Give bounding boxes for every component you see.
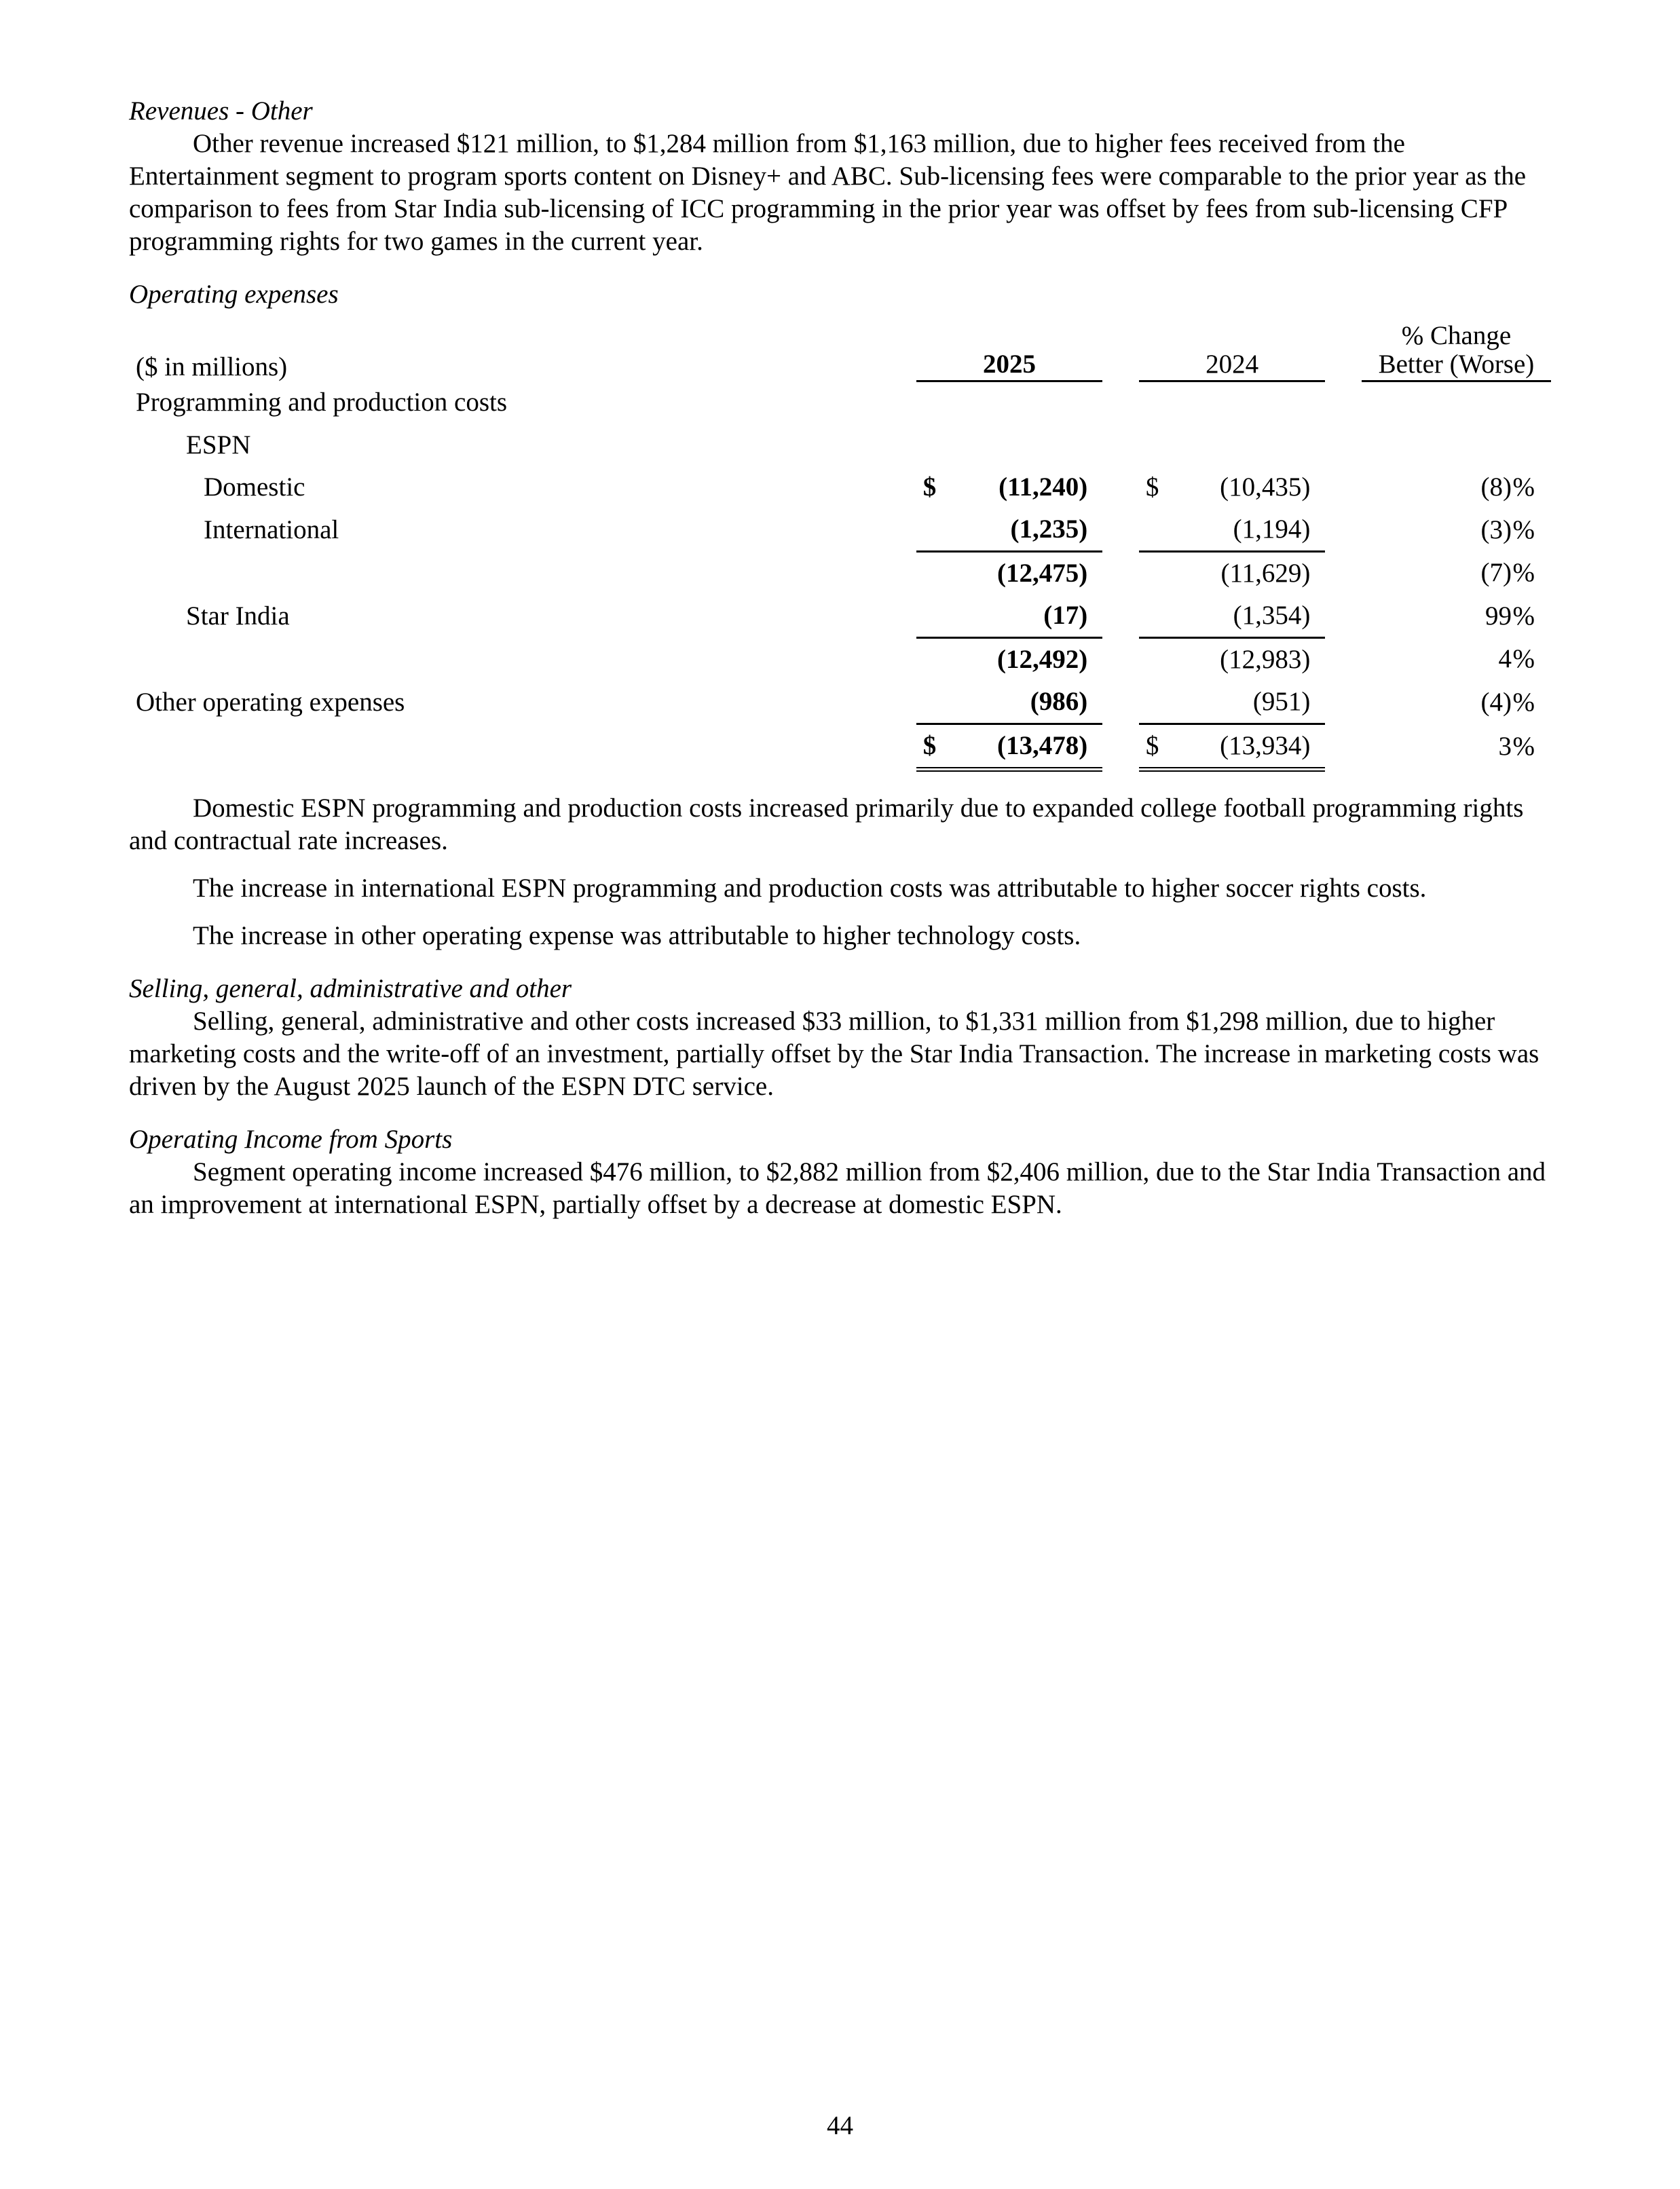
table-row — [129, 381, 1551, 425]
value-2025: (11,240) — [998, 472, 1088, 502]
value-2025: (12,492) — [997, 645, 1088, 674]
value-2024: (11,629) — [1220, 559, 1311, 588]
pct-change: (4) — [1480, 687, 1512, 717]
paragraph-sga: Selling, general, administrative and other costs increased $33 million, to $1,331 million from $1,298 million, due to higher marketing costs and the write-off of an investment, partially offset by the Star India Transaction. The increase in marketing costs was driven by the August 2025 launch of the ESPN DTC service. — [129, 1007, 1539, 1101]
table-row — [129, 681, 1551, 724]
pct-symbol: % — [1512, 687, 1535, 717]
value-2024: (1,194) — [1233, 514, 1311, 544]
table-row — [129, 552, 1551, 595]
table-row — [129, 595, 1551, 638]
table-row-total — [129, 724, 1551, 770]
value-2025: (986) — [1030, 687, 1088, 716]
col-header-pct-change-line1: % Change — [1401, 321, 1512, 350]
row-label: ESPN — [186, 430, 251, 460]
section-heading-revenues-other: Revenues - Other — [129, 96, 313, 126]
value-2024: (951) — [1252, 687, 1311, 716]
pct-change: (8) — [1480, 472, 1512, 502]
value-2025: (1,235) — [1010, 514, 1088, 544]
col-header-2025: 2025 — [916, 320, 1103, 381]
col-header-pct-change — [1362, 320, 1551, 381]
value-2024: (13,934) — [1220, 731, 1311, 760]
document-page — [129, 95, 1551, 1221]
section-heading-operating-expenses: Operating expenses — [129, 280, 339, 309]
currency-symbol: $ — [1145, 472, 1159, 502]
row-label: Programming and production costs — [136, 388, 508, 417]
paragraph-other-operating: The increase in other operating expense was attributable to higher technology costs. — [193, 921, 1081, 950]
pct-symbol: % — [1512, 472, 1535, 502]
page-number: 44 — [827, 2111, 853, 2140]
row-label: Domestic — [204, 472, 305, 502]
currency-symbol: $ — [922, 472, 937, 502]
col-header-2024: 2024 — [1139, 320, 1326, 381]
col-header-label: ($ in millions) — [136, 352, 288, 381]
row-label — [129, 638, 915, 681]
pct-symbol: % — [1512, 644, 1535, 674]
row-label: Star India — [186, 601, 290, 631]
pct-change: 4 — [1498, 644, 1512, 674]
pct-change: 99 — [1485, 601, 1512, 631]
col-header-pct-change-line2: Better (Worse) — [1378, 350, 1535, 379]
table-row — [129, 466, 1551, 508]
table-header-row — [129, 320, 1551, 381]
value-2025: (13,478) — [997, 731, 1088, 760]
paragraph-domestic-espn: Domestic ESPN programming and production costs increased primarily due to expanded college football programming rights and contractual rate increases. — [129, 793, 1524, 855]
pct-symbol: % — [1512, 558, 1535, 588]
section-heading-sga: Selling, general, administrative and other — [129, 974, 572, 1003]
table-row — [129, 508, 1551, 552]
value-2025: (17) — [1043, 601, 1088, 630]
operating-expenses-table — [129, 320, 1551, 772]
value-2025: (12,475) — [997, 559, 1088, 588]
pct-change: 3 — [1498, 732, 1512, 761]
row-label — [129, 552, 915, 595]
currency-symbol: $ — [922, 731, 937, 760]
value-2024: (12,983) — [1220, 645, 1311, 674]
table-row — [129, 638, 1551, 681]
row-label: International — [204, 514, 339, 544]
pct-change: (7) — [1480, 558, 1512, 588]
currency-symbol: $ — [1145, 731, 1159, 760]
paragraph-operating-income: Segment operating income increased $476 million, to $2,882 million from $2,406 million, due to the Star India Transaction and an improvement at international ESPN, partially offset by a decrease at domestic ESPN. — [129, 1157, 1546, 1219]
row-label: Other operating expenses — [136, 687, 405, 717]
section-heading-operating-income: Operating Income from Sports — [129, 1125, 453, 1154]
value-2024: (10,435) — [1220, 472, 1311, 502]
row-label — [129, 724, 915, 770]
pct-symbol: % — [1512, 514, 1535, 544]
pct-symbol: % — [1512, 732, 1535, 761]
pct-symbol: % — [1512, 601, 1535, 631]
table-row — [129, 424, 1551, 466]
value-2024: (1,354) — [1233, 601, 1311, 630]
pct-change: (3) — [1480, 514, 1512, 544]
paragraph-revenues-other: Other revenue increased $121 million, to $1,284 million from $1,163 million, due to higher fees received from the Entertainment segment to program sports content on Disney+ and ABC. Sub-licensing fees were comparable to the prior year as the comparison to fees from Star India sub-licensing of ICC programming in the prior year was offset by fees from sub-licensing CFP programming rights for two games in the current year. — [129, 129, 1527, 256]
paragraph-international-espn: The increase in international ESPN programming and production costs was attributable to higher soccer rights costs. — [193, 874, 1427, 903]
